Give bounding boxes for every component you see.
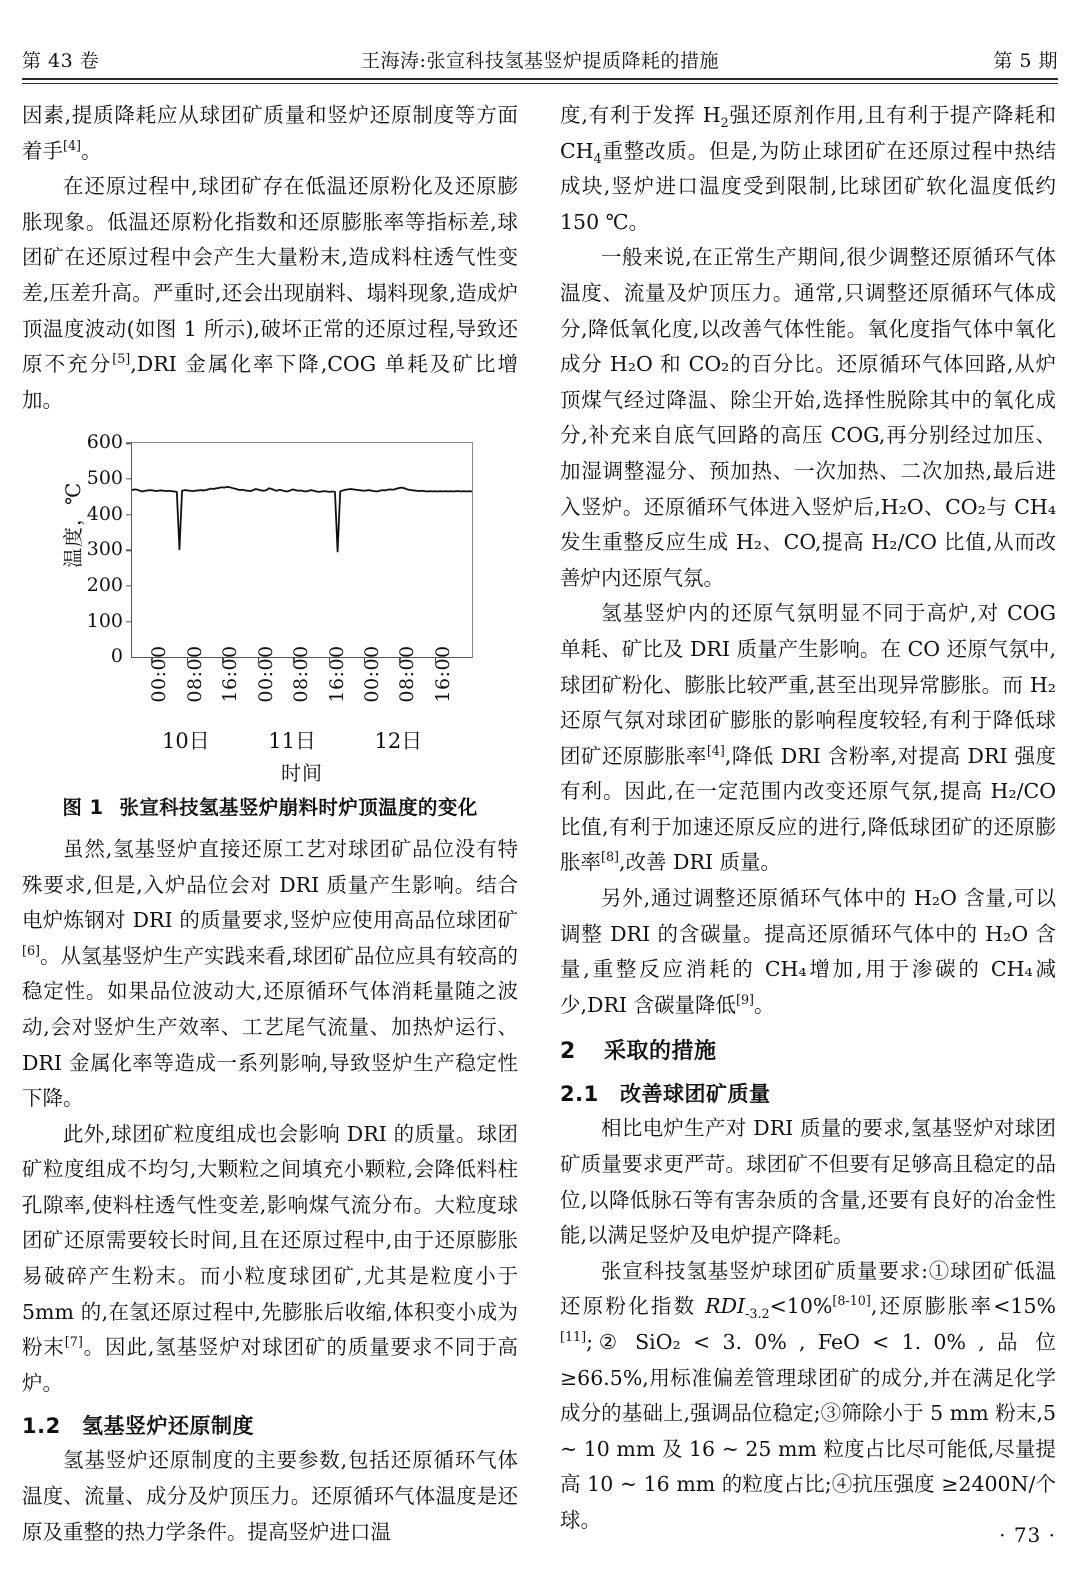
citation-ref: [6] [22,942,40,958]
chart-x-tick-label: 08:00 [183,645,206,703]
chart-day-label: 10日 [162,729,210,754]
figure-caption [22,790,518,826]
paragraph-text-tail: 重整改质。但是,为防止球团矿在还原过程中热结成块,竖炉进口温度受到限制,比球团矿软化温度低约 150 ℃。 [560,138,1056,234]
paragraph: 一般来说,在正常生产期间,很少调整还原循环气体温度、流量及炉顶压力。通常,只调整还原循环气体成分,降低氧化度,以改善气体性能。氧化度指气体中氧化成分 H₂O 和 CO₂的百分比。还原循环气体回路,从炉顶煤气经过降温、除尘开始,选择性脱除其中的氧化成分,补充来自底气回路的高压 COG,再分别经过加压、加湿调整湿分、预加热、一次加热、二次加热,最后进入竖炉。还原循环气体进入竖炉后,H₂O、CO₂与 CH₄发生重整反应生成 H₂、CO,提高 H₂/CO 比值,从而改善炉内还原气氛。 [560,245,1056,590]
chart-x-tick-label: 00:00 [254,645,277,703]
chart-x-tick-label: 00:00 [148,645,171,703]
citation-ref: [5] [112,351,131,367]
chart-line-svg [132,443,472,657]
paragraph-text: 在还原过程中,球团矿存在低温还原粉化及还原膨胀现象。低温还原粉化指数和还原膨胀率等指标差,球团矿在还原过程中会产生大量粉末,造成料柱透气性变差,压差升高。严重时,还会出现崩料、塌料现象,造成炉顶温度波动(如图 1 所示),破坏正常的还原过程,导致还原不充分 [22,174,518,377]
chart-x-axis-title: 时间 [281,761,323,786]
chart-y-tick-mark [126,478,132,479]
paragraph-text: 虽然,氢基竖炉直接还原工艺对球团矿品位没有特殊要求,但是,入炉品位会对 DRI 质量产生影响。结合电炉炼钢对 DRI 的质量要求,竖炉应使用高品位球团矿 [22,836,518,933]
paragraph-text: ,还原膨胀率<15% [870,1294,1056,1319]
figure-caption-number: 图 1 [62,796,104,820]
chart-y-axis-title: 温度，℃ [61,481,85,569]
page-number: · 73 · [999,1523,1056,1547]
subsection-number: 1.2 [22,1414,61,1439]
paragraph-text: 另外,通过调整还原循环气体中的 H₂O 含量,可以调整 DRI 的含碳量。提高还原循环气体中的 H₂O 含量,重整反应消耗的 CH₄增加,用于渗碳的 CH₄减少,DRI 含碳量降低 [560,886,1056,1017]
left-column [22,98,518,1550]
paragraph-text-tail: 。 [81,138,102,163]
paragraph-text: 张宣科技氢基竖炉球团矿质量要求:①球团矿低温还原粉化指数 [560,1258,1056,1319]
citation-ref: [11] [560,1329,587,1345]
chart-x-tick-label: 00:00 [360,645,383,703]
paragraph-text-tail: ,改善 DRI 质量。 [619,850,782,875]
paragraph-text-tail: 。从氢基竖炉生产实践来看,球团矿品位应具有较高的稳定性。如果品位波动大,还原循环气体消耗量随之波动,会对竖炉生产效率、工艺尾气流量、加热炉运行、DRI 金属化率等造成一系列影响,导致竖炉生产稳定性下降。 [22,943,519,1111]
chart-y-tick-label: 500 [86,467,123,490]
chart-x-tick-label: 16:00 [325,645,348,703]
paragraph [22,98,518,169]
chart-y-tick-label: 100 [86,609,123,632]
chart-y-tick-label: 200 [86,574,123,597]
chart-series-line [132,487,472,552]
chart-temperature-topgas [22,428,518,788]
header-rule-thick [22,78,1058,80]
paragraph [22,1117,518,1402]
paragraph-text-tail: ,DRI 金属化率下降,COG 单耗及矿比增加。 [22,352,519,412]
paragraph [560,881,1056,1023]
chart-y-tick-label: 400 [86,502,123,525]
chart-day-label: 12日 [374,729,423,754]
figure-1 [22,428,518,826]
chart-day-label: 11日 [268,729,317,754]
paragraph [560,98,1056,240]
chart-x-tick-label: 08:00 [290,645,313,703]
paragraph-text: ,降低 DRI 含粉率,对提高 DRI 强度有利。因此,在一定范围内改变还原气氛,提高 H₂/CO 比值,有利于加速还原反应的进行,降低球团矿的还原膨胀率 [560,743,1056,875]
running-head-issue: 第 5 期 [993,49,1058,72]
figure-caption-text: 张宣科技氢基竖炉崩料时炉顶温度的变化 [119,796,478,820]
formula-subscript: 4 [593,150,602,166]
paragraph-text-tail: 。 [754,992,775,1017]
chart-plot-area [86,431,473,668]
paragraph-text: 度,有利于发挥 H [560,103,721,127]
chart-x-tick-label: 16:00 [431,645,454,703]
running-head-volume: 第 43 卷 [22,49,100,72]
paragraph: 相比电炉生产对 DRI 质量的要求,氢基竖炉对球团矿质量要求更严苛。球团矿不但要有足够高且稳定的品位,以降低脉石等有害杂质的含量,还要有良好的冶金性能,以满足竖炉及电炉提产降耗。 [560,1116,1056,1248]
citation-ref: [4] [63,137,81,153]
paragraph-text-tail: ;② SiO₂ < 3. 0% , FeO < 1. 0% , 品 位 ≥66.5%,用标准偏差管理球团矿的成分,并在满足化学成分的基础上,强调品位稳定;③筛除小于 5 mm 粉末,5 ~ 10 mm 及 16 ~ 25 mm 粒度占比尽可能低,尽量提高 10 ~ 16 mm 的粒度占比;④抗压强度 ≥2400N/个球。 [560,1330,1056,1532]
paragraph-text: <10% [769,1294,833,1319]
paragraph [22,832,518,1117]
paragraph-text: 强还原剂作用,且有利于提产降耗和 CH [560,103,1056,163]
subsection-number: 2.1 [560,1082,599,1107]
chart-x-tick-label: 08:00 [396,645,419,703]
section-title: 采取的措施 [604,1039,717,1065]
subsection-title: 氢基竖炉还原制度 [82,1414,254,1439]
subsection-heading-2-1 [560,1077,1056,1111]
paragraph: 氢基竖炉还原制度的主要参数,包括还原循环气体温度、流量、成分及炉顶压力。还原循环气体温度是还原及重整的热力学条件。提高竖炉进口温 [22,1448,518,1544]
paragraph-text: 因素,提质降耗应从球团矿质量和竖炉还原制度等方面着手 [22,103,518,163]
citation-ref: [4] [706,742,725,758]
citation-ref: [8-10] [832,1293,871,1309]
italic-term: RDI [705,1294,746,1319]
chart-x-tick-label: 16:00 [219,645,242,703]
paragraph-text-tail: 。因此,氢基竖炉对球团矿的质量要求不同于高炉。 [22,1335,518,1395]
subsection-heading-1-2 [22,1409,518,1443]
chart-y-tick-mark [126,585,132,586]
running-head-title: 王海涛:张宣科技氢基竖炉提质降耗的措施 [361,49,719,72]
citation-ref: [8] [601,849,619,865]
section-heading-2 [560,1035,1056,1069]
formula-subscript: 2 [720,115,729,131]
chart-y-tick-label: 600 [86,431,123,454]
header-rule-thin [22,83,1058,84]
paragraph [560,596,1056,881]
chart-y-tick-label: 0 [110,645,123,668]
chart-y-tick-mark [126,550,132,551]
paragraph [560,1254,1056,1539]
paragraph [22,169,518,418]
citation-ref: [9] [736,992,755,1008]
subsection-title: 改善球团矿质量 [620,1082,771,1107]
chart-y-tick-label: 300 [86,538,123,561]
formula-subscript: -3.2 [745,1306,770,1322]
chart-y-tick-mark [126,514,132,515]
chart-y-tick-mark [126,443,132,444]
chart-y-tick-mark [126,621,132,622]
paragraph-text: 此外,球团矿粒度组成也会影响 DRI 的质量。球团矿粒度组成不均匀,大颗粒之间填充小颗粒,会降低料柱孔隙率,使料柱透气性变差,影响煤气流分布。大粒度球团矿还原需要较长时间,且在还原过程中,由于还原膨胀易破碎产生粉末。而小粒度球团矿,尤其是粒度小于 5mm 的,在氢还原过程中,先膨胀后收缩,体积变小成为粉末 [22,1121,518,1360]
section-number: 2 [560,1039,576,1065]
paragraph-text: 氢基竖炉内的还原气氛明显不同于高炉,对 COG 单耗、矿比及 DRI 质量产生影响。在 CO 还原气氛中,球团矿粉化、膨胀比较严重,甚至出现异常膨胀。而 H₂还原气氛对球团矿膨胀的影响程度较轻,有利于降低球团矿还原膨胀率 [560,601,1056,768]
right-column [560,98,1056,1539]
running-head [22,42,1058,76]
citation-ref: [7] [64,1334,83,1350]
chart-day-labels [131,724,473,754]
